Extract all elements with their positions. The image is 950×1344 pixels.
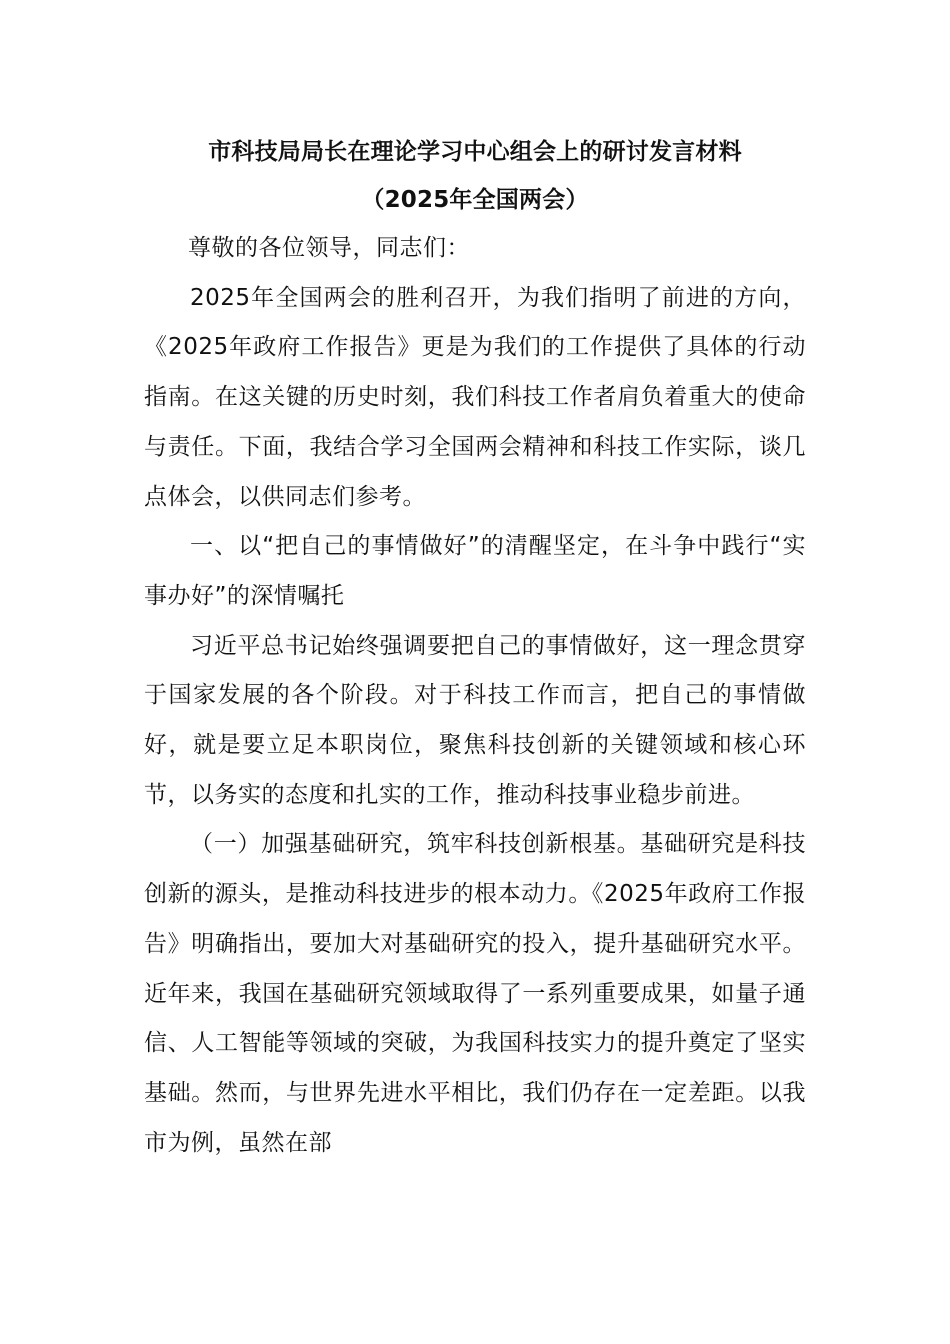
- body-paragraph: 习近平总书记始终强调要把自己的事情做好，这一理念贯穿于国家发展的各个阶段。对于科技工作而言，把自己的事情做好，就是要立足本职岗位，聚焦科技创新的关键领域和核心环节，以务实的态度和扎实的工作，推动科技事业稳步前进。: [144, 632, 806, 808]
- salutation: 尊敬的各位领导，同志们：: [188, 235, 470, 261]
- intro-paragraph: 2025年全国两会的胜利召开，为我们指明了前进的方向，《2025年政府工作报告》更是为我们的工作提供了具体的行动指南。在这关键的历史时刻，我们科技工作者肩负着重大的使命与责任。下面，我结合学习全国两会精神和科技工作实际，谈几点体会，以供同志们参考。: [144, 284, 806, 510]
- section-heading-1: 一、以“把自己的事情做好”的清醒坚定，在斗争中践行“实事办好”的深情嘱托: [144, 533, 806, 609]
- document-title: 市科技局局长在理论学习中心组会上的研讨发言材料: [208, 139, 742, 165]
- subsection-paragraph-1: （一）加强基础研究，筑牢科技创新根基。基础研究是科技创新的源头，是推动科技进步的根本动力。《2025年政府工作报告》明确指出，要加大对基础研究的投入，提升基础研究水平。近年来，我国在基础研究领域取得了一系列重要成果，如量子通信、人工智能等领域的突破，为我国科技实力的提升奠定了坚实基础。然而，与世界先进水平相比，我们仍存在一定差距。以我市为例，虽然在部: [144, 831, 806, 1156]
- document-body: [144, 128, 806, 1168]
- document-subtitle: （2025年全国两会）: [361, 187, 589, 213]
